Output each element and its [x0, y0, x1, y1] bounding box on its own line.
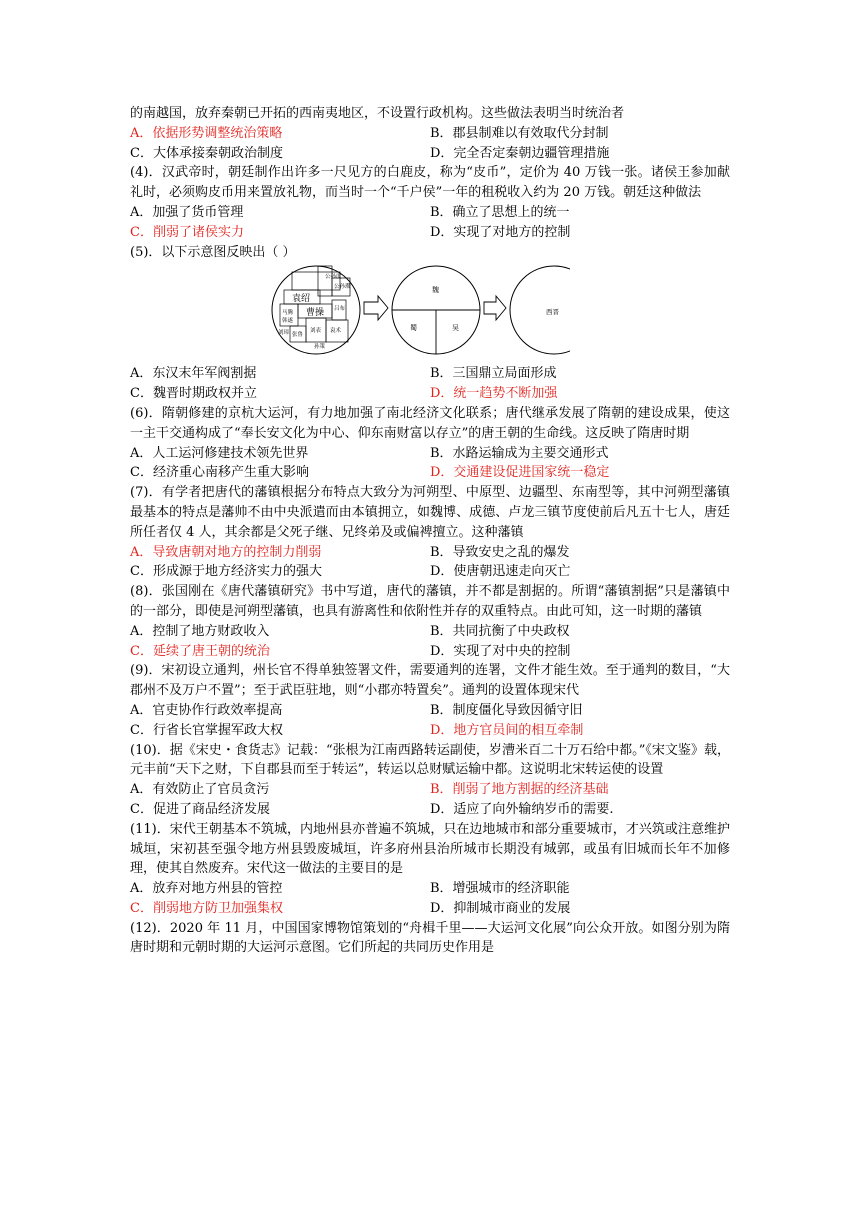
q3-option-a[interactable]: A．依据形势调整统治策略	[130, 125, 283, 141]
q11-option-a[interactable]: A．放弃对地方州县的管控	[130, 881, 283, 897]
q10-options-row2	[130, 800, 730, 820]
q7-options-row2	[130, 562, 730, 582]
q9-option-d[interactable]: D．地方官员间的相互牵制	[430, 722, 584, 738]
circle-western-jin	[510, 266, 570, 354]
q10-option-c[interactable]: C．促进了商品经济发展	[130, 801, 270, 817]
q7-option-b[interactable]: B．导致安史之乱的爆发	[430, 544, 570, 560]
q8-option-d[interactable]: D．实现了对中央的控制	[430, 643, 571, 659]
q3-option-b[interactable]: B．郡县制难以有效取代分封制	[430, 125, 609, 141]
q5-option-a[interactable]: A．东汉末年军阀割据	[130, 366, 257, 382]
arrow-right-icon	[484, 296, 506, 320]
q9-option-b[interactable]: B．制度僵化导致因循守旧	[430, 702, 583, 718]
q7-option-d[interactable]: D．使唐朝迅速走向灭亡	[430, 564, 571, 580]
q8-options-row1	[130, 622, 730, 642]
q6-option-d[interactable]: D．交通建设促进国家统一稳定	[430, 465, 610, 481]
q10-stem: (10)．据《宋史・食货志》记载：“张根为江南西路转运副使，岁漕米百二十万石给中都。”《宋文鉴》载，元丰前“天下之财，下自郡县而至于转运”，转运以总财赋运输中都。这说明北宋转运使的设置	[130, 742, 730, 778]
q5-option-d[interactable]: D．统一趋势不断加强	[430, 386, 558, 402]
label-liu-zhang: 刘璋	[278, 330, 290, 337]
label-han-sui: 韩遂	[282, 318, 294, 325]
q4-stem: (4)．汉武帝时，朝廷制作出许多一尺见方的白鹿皮，称为“皮币”，定价为 40 万钱一张。诸侯王参加献礼时，必须购皮币用来置放礼物，而当时一个“千户侯”一年的租税收入约为 20 万钱。朝廷这种做法	[130, 165, 730, 201]
q5-option-b[interactable]: B．三国鼎立局面形成	[430, 366, 557, 382]
q9-option-a[interactable]: A．官吏协作行政效率提高	[130, 702, 283, 718]
q7-option-a[interactable]: A．导致唐朝对地方的控制力削弱	[130, 544, 322, 560]
exam-page	[130, 104, 730, 958]
label-ma-teng: 马腾	[282, 310, 294, 317]
q3-option-d[interactable]: D．完全否定秦朝边疆管理措施	[430, 145, 610, 161]
label-cao-cao: 曹操	[306, 308, 325, 319]
q11-options-row1	[130, 879, 730, 899]
q3-options-row1	[130, 124, 730, 144]
q3-options-row2	[130, 144, 730, 164]
q8-option-c[interactable]: C．延续了唐王朝的统治	[130, 643, 270, 659]
q5-options-row1	[130, 364, 730, 384]
q5-diagram	[130, 264, 730, 360]
q9-stem: (9)．宋初设立通判，州长官不得单独签署文件，需要通判的连署，文件才能生效。至于通判的数目，“大郡州不及万户不置”；至于武臣驻地，则“小郡亦特置矣”。通判的设置体现宋代	[130, 663, 730, 699]
q8-stem: (8)．张国刚在《唐代藩镇研究》书中写道，唐代的藩镇，并不都是割据的。所谓“藩镇割据”只是藩镇中的一部分，即使是河朔型藩镇，也具有游离性和依附性并存的双重特点。由此可知，这一时期的藩镇	[130, 584, 730, 619]
q10-options-row1	[130, 780, 730, 800]
q3-option-c[interactable]: C．大体承接秦朝政治制度	[130, 145, 283, 161]
label-sun-ce: 孙策	[314, 344, 326, 351]
q6-options-row2	[130, 463, 730, 483]
label-liu-biao: 刘表	[310, 328, 322, 335]
q12-stem: (12)．2020 年 11 月，中国国家博物馆策划的“舟楫千里——大运河文化展”向公众开放。如图分别为隋唐时期和元朝时期的大运河示意图。它们所起的共同历史作用是	[130, 920, 730, 956]
label-shu: 蜀	[410, 324, 417, 333]
label-yuan-shao: 袁绍	[292, 294, 311, 305]
q4-option-a[interactable]: A．加强了货币管理	[130, 204, 244, 220]
q11-option-b[interactable]: B．增强城市的经济职能	[430, 881, 570, 897]
q6-options-row1	[130, 444, 730, 464]
q7-options-row1	[130, 543, 730, 563]
q4-options-row1	[130, 203, 730, 223]
q11-option-d[interactable]: D．抑制城市商业的发展	[430, 900, 571, 916]
q7-option-c[interactable]: C．形成源于地方经济实力的强大	[130, 564, 322, 580]
three-stage-map-diagram	[270, 264, 570, 360]
q5-stem: (5)．以下示意图反映出（ ）	[130, 244, 296, 260]
label-zhang-lu: 张鲁	[292, 332, 304, 339]
q10-option-d[interactable]: D．适应了向外输纳岁币的需要.	[430, 801, 614, 817]
q8-option-b[interactable]: B．共同抗衡了中央政权	[430, 623, 570, 639]
q7-stem: (7)．有学者把唐代的藩镇根据分布特点大致分为河朔型、中原型、边疆型、东南型等，其中河朔型藩镇最基本的特点是藩帅不由中央派遣而由本镇拥立，如魏博、成德、卢龙三镇节度使前后凡五十七人，唐廷所任者仅 4 人，其余都是父死子继、兄终弟及或偏裨擅立。这种藩镇	[130, 485, 730, 540]
label-xijin: 西晋	[546, 308, 559, 317]
q11-option-c[interactable]: C．削弱地方防卫加强集权	[130, 900, 283, 916]
q4-option-d[interactable]: D．实现了对地方的控制	[430, 224, 571, 240]
label-gongsun-du: 公孙度	[325, 274, 342, 281]
q6-option-b[interactable]: B．水路运输成为主要交通形式	[430, 445, 609, 461]
q6-stem: (6)．隋朝修建的京杭大运河，有力地加强了南北经济文化联系；唐代继承发展了隋朝的建设成果，使这一主干交通构成了“奉长安文化为中心、仰东南财富以存立”的唐王朝的生命线。这反映了隋唐时期	[130, 405, 730, 441]
q3-stem-tail: 的南越国，放弃秦朝已开拓的西南夷地区，不设置行政机构。这些做法表明当时统治者	[130, 106, 625, 121]
q9-option-c[interactable]: C．行省长官掌握军政大权	[130, 722, 283, 738]
q10-option-a[interactable]: A．有效防止了官员贪污	[130, 782, 270, 798]
label-wei: 魏	[432, 286, 439, 295]
q9-options-row1	[130, 701, 730, 721]
label-lv-bu: 吕布	[334, 306, 346, 313]
label-wu: 吴	[452, 324, 459, 333]
q8-option-a[interactable]: A．控制了地方财政收入	[130, 623, 270, 639]
label-yuan-shu: 袁术	[330, 328, 342, 335]
q4-options-row2	[130, 223, 730, 243]
q11-options-row2	[130, 899, 730, 919]
q5-options-row2	[130, 384, 730, 404]
q6-option-c[interactable]: C．经济重心南移产生重大影响	[130, 465, 309, 481]
q11-stem: (11)．宋代王朝基本不筑城，内地州县亦普遍不筑城，只在边地城市和部分重要城市，才兴筑或注意维护城垣，宋初甚至强令地方州县毁废城垣，许多府州县治所城市长期没有城郭，或虽有旧城而长年不加修理，使其自然废弃。宋代这一做法的主要目的是	[130, 821, 730, 877]
label-gongsun-zan: 公孙瓒	[334, 284, 351, 291]
arrow-right-icon	[364, 296, 388, 320]
q6-option-a[interactable]: A．人工运河修建技术领先世界	[130, 445, 309, 461]
q8-options-row2	[130, 642, 730, 662]
q4-option-c[interactable]: C．削弱了诸侯实力	[130, 224, 244, 240]
q5-option-c[interactable]: C．魏晋时期政权并立	[130, 386, 257, 402]
q9-options-row2	[130, 721, 730, 741]
q10-option-b[interactable]: B．削弱了地方割据的经济基础	[430, 782, 609, 798]
q4-option-b[interactable]: B．确立了思想上的统一	[430, 204, 570, 220]
